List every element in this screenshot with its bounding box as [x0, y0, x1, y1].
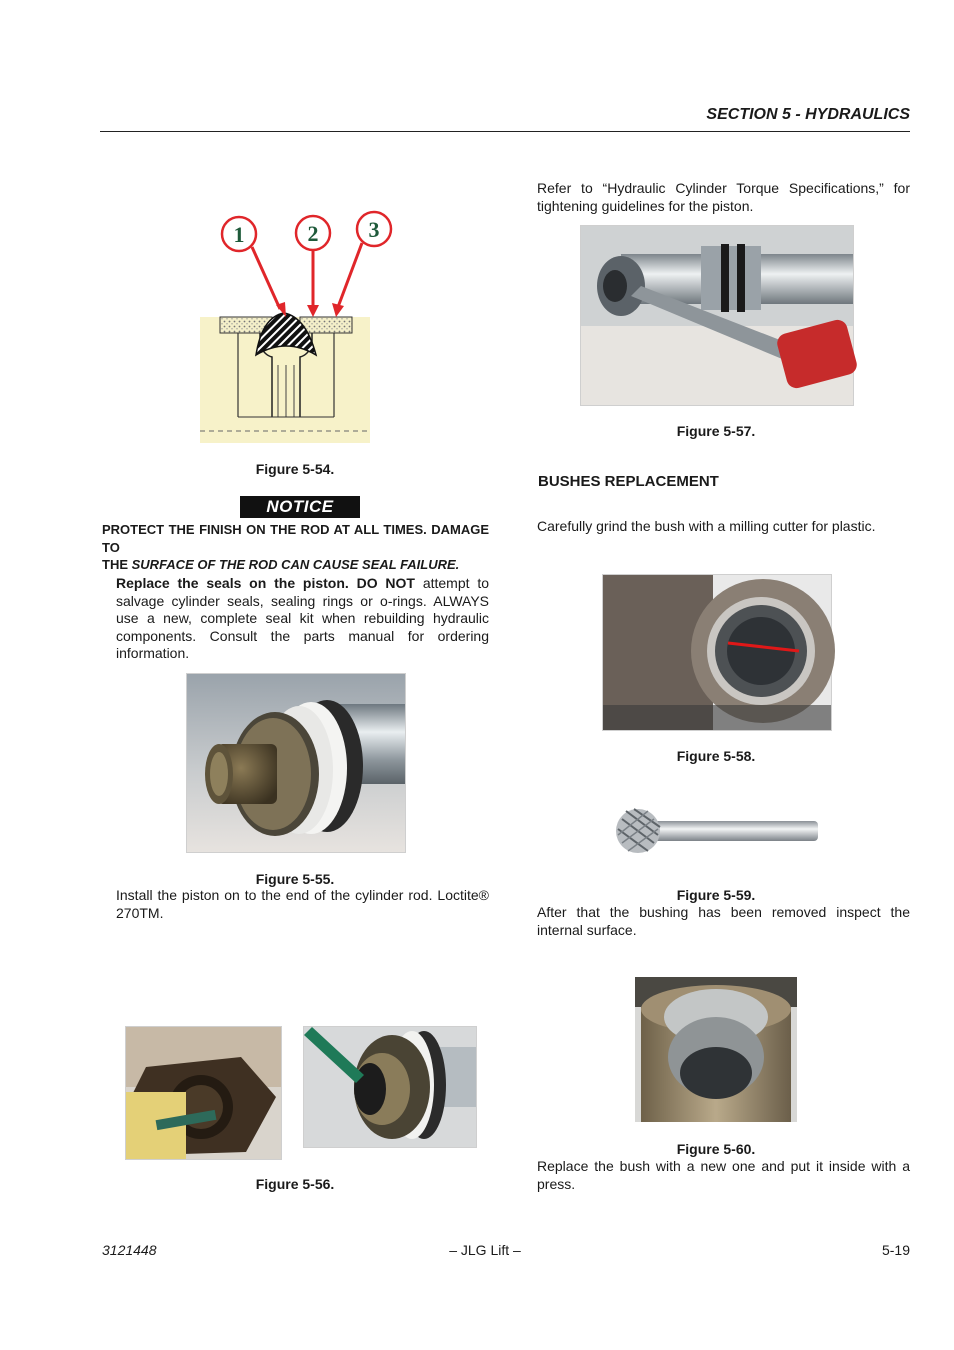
notice-text-line2-italic: SURFACE OF THE ROD CAN CAUSE SEAL FAILURE.	[131, 557, 460, 572]
figure-5-54-caption: Figure 5-54.	[255, 461, 335, 477]
page-number: 5-19	[881, 1242, 910, 1258]
callout-2: 2	[307, 221, 319, 246]
callout-3: 3	[368, 217, 380, 242]
section-title: SECTION 5 - HYDRAULICS	[706, 106, 910, 123]
figure-5-57-caption: Figure 5-57.	[676, 423, 756, 439]
grind-paragraph: Carefully grind the bush with a milling cutter for plastic.	[537, 518, 876, 534]
figure-5-59-photo	[612, 805, 822, 860]
figure-5-56-photo-b	[303, 1026, 477, 1148]
figure-5-60-caption: Figure 5-60.	[676, 1141, 756, 1157]
figure-5-54-diagram	[198, 205, 380, 445]
replace-paragraph: Replace the bush with a new one and put it inside with a press.	[537, 1158, 910, 1192]
torque-paragraph: Refer to “Hydraulic Cylinder Torque Specifications,” for tightening guidelines for the piston.	[537, 180, 910, 214]
notice-text	[102, 521, 489, 574]
notice-text-line2-prefix: THE	[102, 557, 132, 572]
header-rule	[100, 131, 910, 132]
figure-5-57-photo	[580, 225, 854, 406]
figure-5-58-photo	[602, 574, 832, 731]
figure-5-55-photo	[186, 673, 406, 853]
notice-badge: NOTICE	[240, 496, 360, 518]
notice-text-line1: PROTECT THE FINISH ON THE ROD AT ALL TIMES. DAMAGE TO	[102, 522, 489, 555]
figure-5-56-caption: Figure 5-56.	[255, 1176, 335, 1192]
install-paragraph: Install the piston on to the end of the cylinder rod. Loctite® 270TM.	[116, 887, 489, 921]
seals-rest: attempt to salvage cylinder seals, sealing rings or o-rings. ALWAYS use a new, complete seal kit when rebuilding hydraulic components. Consult the parts manual for ordering information.	[116, 575, 489, 661]
figure-5-60-photo	[635, 977, 797, 1122]
figure-5-56-photo-a	[125, 1026, 282, 1160]
inspect-paragraph: After that the bushing has been removed inspect the internal surface.	[537, 904, 910, 938]
seals-paragraph	[116, 575, 489, 663]
figure-5-58-caption: Figure 5-58.	[676, 748, 756, 764]
callout-1: 1	[233, 222, 245, 247]
bushes-heading: BUSHES REPLACEMENT	[538, 473, 719, 490]
figure-5-59-caption: Figure 5-59.	[676, 887, 756, 903]
footer-center: – JLG Lift –	[449, 1242, 521, 1258]
figure-5-55-caption: Figure 5-55.	[255, 871, 335, 887]
doc-number: 3121448	[102, 1242, 157, 1258]
seals-lead: Replace the seals on the piston. DO NOT	[116, 575, 415, 591]
